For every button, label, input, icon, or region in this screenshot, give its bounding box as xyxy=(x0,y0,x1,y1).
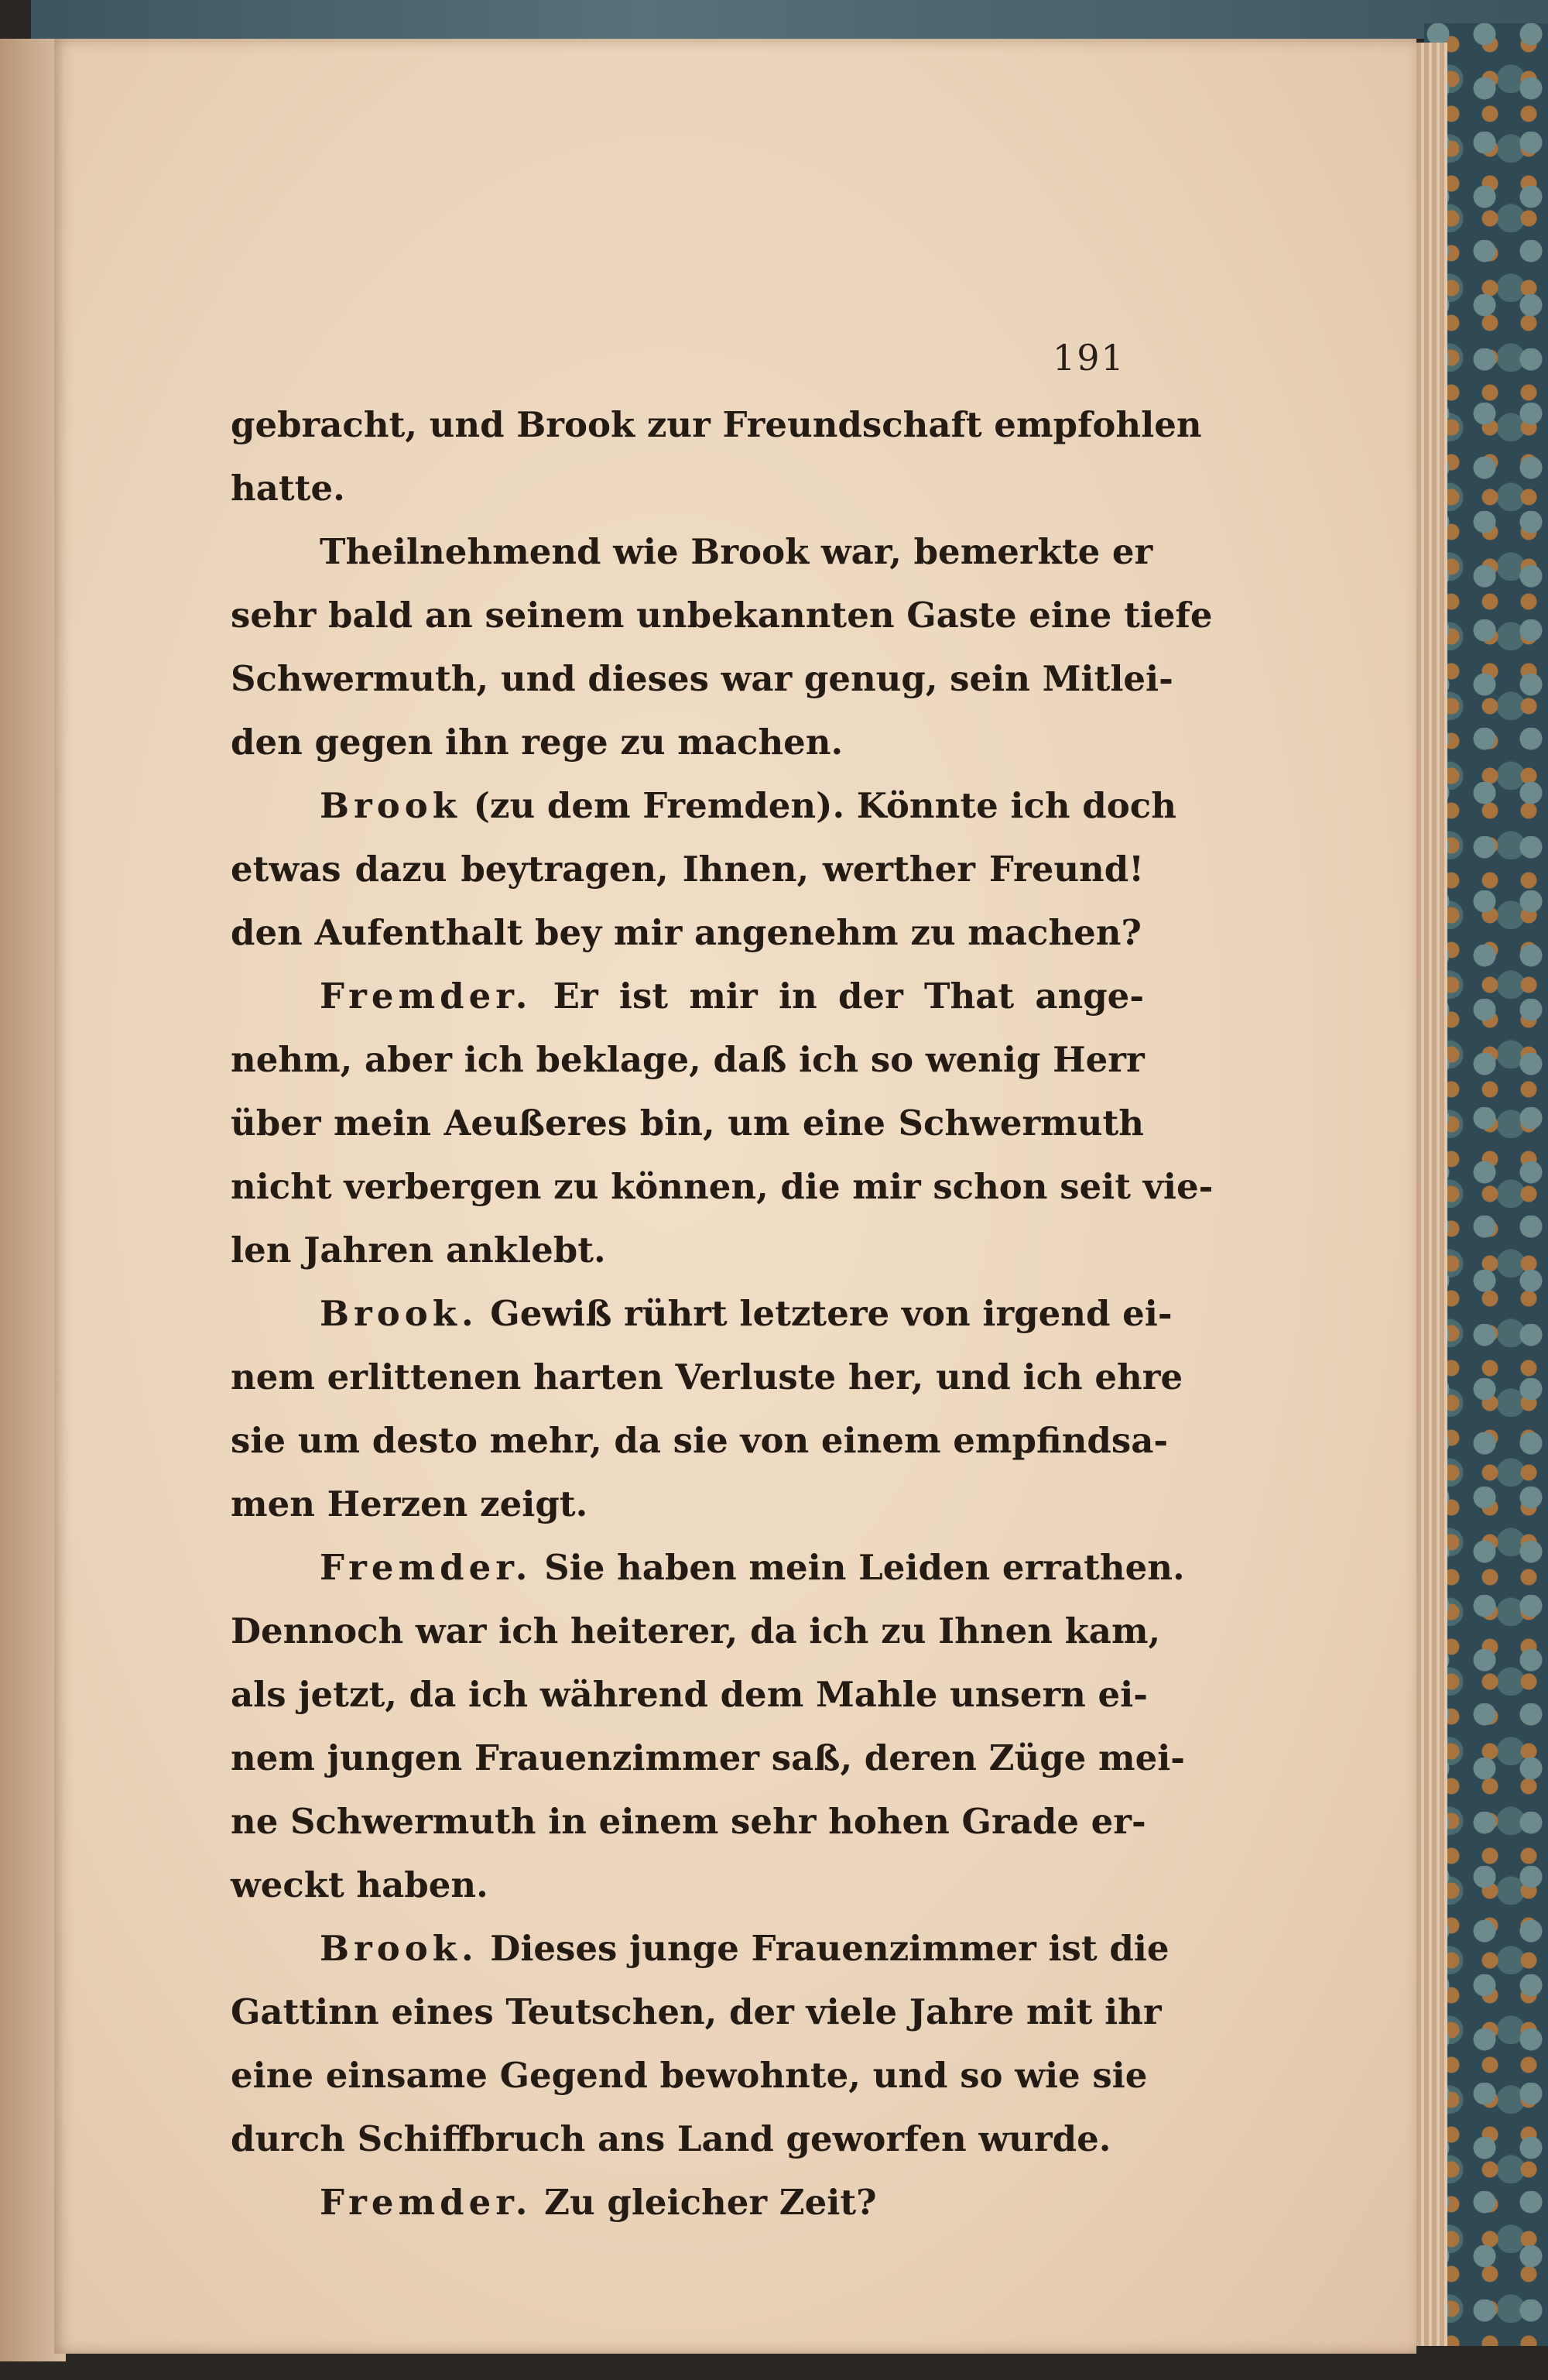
text-line: als jetzt, da ich während dem Mahle unsern ei- xyxy=(231,1674,1148,1715)
dialogue-line: Fremder. Zu gleicher Zeit? xyxy=(320,2182,877,2223)
dialogue-line: Fremder. Er ist mir in der That ange- xyxy=(320,976,1144,1017)
text-line: nem jungen Frauenzimmer saß, deren Züge mei- xyxy=(231,1737,1185,1778)
text-line: durch Schiffbruch ans Land geworfen wurde. xyxy=(231,2118,1111,2159)
text-line: weckt haben. xyxy=(231,1864,488,1905)
text-line: nehm, aber ich beklage, daß ich so wenig Herr xyxy=(231,1039,1145,1080)
text-line: len Jahren anklebt. xyxy=(231,1229,606,1271)
text-line: nicht verbergen zu können, die mir schon seit vie- xyxy=(231,1166,1214,1207)
text-line: gebracht, und Brook zur Freundschaft empfohlen xyxy=(231,404,1202,445)
dialogue-line: Fremder. Sie haben mein Leiden errathen. xyxy=(320,1547,1185,1588)
text-line: Schwermuth, und dieses war genug, sein Mitlei- xyxy=(231,658,1173,699)
page-text xyxy=(231,393,1214,2234)
text-line: Dennoch war ich heiterer, da ich zu Ihnen kam, xyxy=(231,1610,1161,1651)
text-line: den gegen ihn rege zu machen. xyxy=(231,722,844,763)
text-line: Gattinn eines Teutschen, der viele Jahre mit ihr xyxy=(231,1991,1162,2032)
dialogue-line: Brook (zu dem Fremden). Könnte ich doch xyxy=(320,785,1176,826)
text-line: den Aufenthalt bey mir angenehm zu machen? xyxy=(231,912,1142,953)
speaker-name: Brook xyxy=(320,785,461,826)
text-line: hatte. xyxy=(231,468,345,509)
speaker-name: Fremder. xyxy=(320,2182,533,2223)
dialogue-line: Brook. Dieses junge Frauenzimmer ist die xyxy=(320,1928,1170,1969)
page-number: 191 xyxy=(1053,337,1125,379)
text-line: nem erlittenen harten Verluste her, und ich ehre xyxy=(231,1356,1183,1397)
speaker-name: Fremder. xyxy=(320,976,533,1017)
text-line: über mein Aeußeres bin, um eine Schwermuth xyxy=(231,1103,1144,1144)
speaker-name: Brook. xyxy=(320,1928,478,1969)
text-line: eine einsame Gegend bewohnte, und so wie sie xyxy=(231,2055,1148,2096)
speaker-name: Fremder. xyxy=(320,1547,533,1588)
text-line: ne Schwermuth in einem sehr hohen Grade er- xyxy=(231,1801,1146,1842)
book-cover-top-edge xyxy=(31,0,1548,39)
text-line: men Herzen zeigt. xyxy=(231,1483,588,1524)
text-line: etwas dazu beytragen, Ihnen, werther Freund! xyxy=(231,849,1144,890)
text-line: sehr bald an seinem unbekannten Gaste eine tiefe xyxy=(231,595,1213,636)
text-line: Theilnehmend wie Brook war, bemerkte er xyxy=(320,531,1153,572)
speaker-name: Brook. xyxy=(320,1293,478,1334)
book-page xyxy=(54,39,1416,2354)
text-line: sie um desto mehr, da sie von einem empfindsa- xyxy=(231,1420,1169,1461)
dialogue-line: Brook. Gewiß rührt letztere von irgend ei- xyxy=(320,1293,1173,1334)
